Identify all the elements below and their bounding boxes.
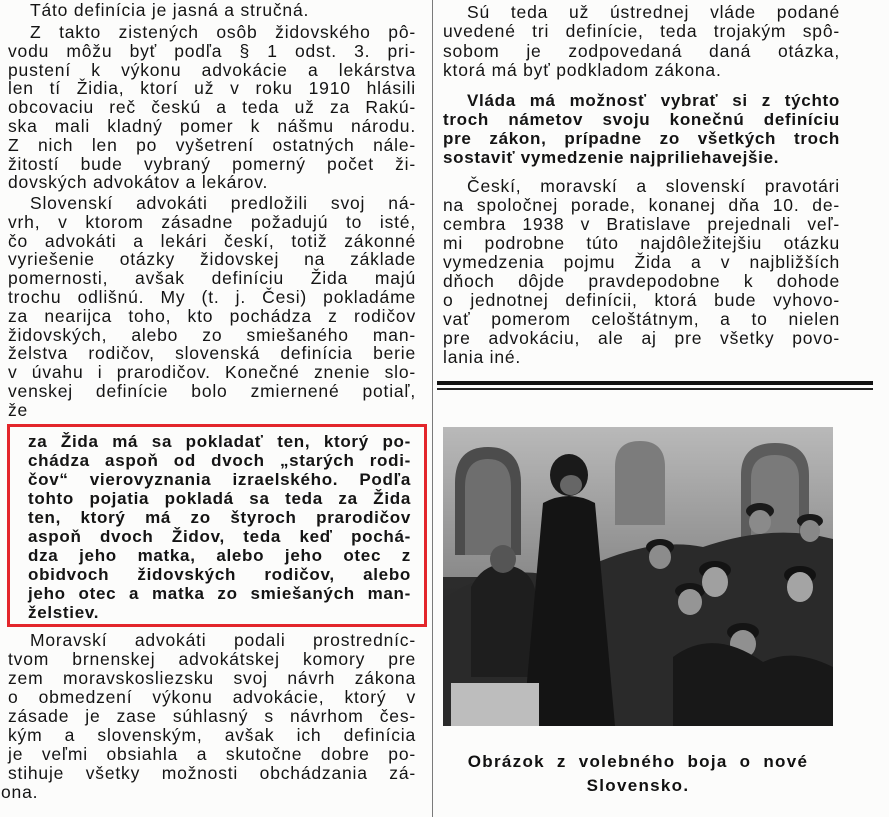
text-line: uvedené tri definície, teda trojakým spô- <box>443 21 840 42</box>
left-column <box>0 0 432 817</box>
paragraph <box>443 177 840 367</box>
text-line: pre zákon, prípadne zo všetkých troch <box>443 129 840 148</box>
text-line: o obmedzení výkonu advokácie, ktorý v <box>8 687 416 707</box>
caption-line: Slovensko. <box>586 776 690 795</box>
text-line: že <box>8 399 29 420</box>
text-line: dza jeho matka, alebo jeho otec z <box>28 546 411 565</box>
text-line: na spoločnej porade, konanej dňa 10. de- <box>443 195 840 215</box>
paragraph <box>8 23 416 192</box>
text-line: Z nich len po vyšetrení ostatných nále- <box>8 134 416 155</box>
text-line: aspoň dvoch Židov, teda keď pochá- <box>28 527 411 546</box>
text-line: Vláda má možnosť vybrať si z týchto <box>467 91 840 110</box>
text-line: Českí, moravskí a slovenskí pravotári <box>467 176 840 196</box>
photo-podium <box>451 683 539 726</box>
paragraph <box>8 194 416 420</box>
text-line: dovských advokátov a lekárov. <box>8 172 269 193</box>
text-line: ktorá má byť podkladom zákona. <box>443 60 722 81</box>
caption-line: Obrázok z volebného boja o nové <box>467 752 809 771</box>
text-line: obcovaciu reč českú a teda už za Rakú- <box>8 97 416 118</box>
text-line: Z takto zistených osôb židovského pô- <box>30 22 416 42</box>
text-line: pomernosti, avšak definíciu Žida majú <box>8 268 416 289</box>
bold-paragraph <box>443 91 840 167</box>
text-line: dňoch dôjde pravdepodobne k dohode <box>443 271 840 291</box>
text-line: Moravskí advokáti podali prostredníc- <box>30 630 416 650</box>
text-line: vrh, v ktorom zásadne požadujú to isté, <box>8 211 416 232</box>
text-line: čov“ vierovyznania izraelského. Podľa <box>28 470 411 489</box>
text-line: zem moravskosliezsku svoj návrh zákona <box>8 668 416 688</box>
text-line: Sú teda už ústrednej vláde podané <box>467 2 840 22</box>
text-line: v úvahu i prarodičov. Konečné znenie slo- <box>8 362 416 383</box>
text-line: len tí Židia, ktorí už v roku 1910 hlásili <box>8 78 416 99</box>
paragraph <box>443 3 840 81</box>
text-line: čo advokáti a lekári českí, totiž zákonné <box>8 230 416 251</box>
text-line: sostaviť vymedzenie najpriliehavejšie. <box>443 148 780 167</box>
right-column <box>433 0 889 817</box>
text-line: je veľmi obsiahla a skutočne dobre po- <box>8 744 416 764</box>
text-line: tvom brnenskej advokátskej komory pre <box>8 649 416 669</box>
text-line: pre advokáciu, ale aj pre všetky povo- <box>443 328 840 348</box>
text-line: židovských, alebo zo smiešaného man- <box>8 324 416 345</box>
text-line: troch námetov svoju konečnú definíciu <box>443 110 840 129</box>
text-line: ona. <box>1 782 39 802</box>
section-rule <box>437 381 873 390</box>
text-line: vodu môžu byť podľa § 1 odst. 3. pri- <box>8 40 416 61</box>
text-line: mi podrobne túto najdôležitejšiu otázku <box>443 233 840 253</box>
text-line: chádza aspoň od dvoch „starých rodi- <box>28 451 411 470</box>
text-line: lania iné. <box>443 347 522 367</box>
paragraph <box>1 630 416 802</box>
text-line: cembra 1938 v Bratislave prejednali veľ- <box>443 214 840 234</box>
text-line: ten, ktorý má zo štyroch prarodičov <box>28 508 411 527</box>
text-line: vať pomerom celoštátnym, a to nielen <box>443 309 840 329</box>
text-line: sobom je zodpovedaná daná otázka, <box>443 40 840 61</box>
text-line: želstva rodičov, slovenská definícia berie <box>8 343 416 364</box>
text-line: žitostí bude vybraný pomerný počet ži- <box>8 153 416 174</box>
text-line: vymedzenia pojmu Žida a v najbližších <box>443 252 840 272</box>
text-line: Táto definícia je jasná a stručná. <box>30 0 310 20</box>
text-line: stihuje všetky možnosti obchádzania zá- <box>8 763 416 783</box>
text-line: obidvoch židovských rodičov, alebo <box>28 565 411 584</box>
text-line: jeho otec a matka zo smiešaných man- <box>28 584 411 603</box>
text-line: trochu odlišnú. My (t. j. Česi) pokladáme <box>8 286 416 307</box>
text-line: želstiev. <box>28 603 100 622</box>
text-line: za nearijca toho, kto pochádza z rodičov <box>8 305 416 326</box>
photo <box>443 427 833 726</box>
text-line: venskej definície bolo zmiernené potiaľ, <box>8 380 416 401</box>
paragraph <box>8 1 416 20</box>
text-line: Slovenskí advokáti predložili svoj ná- <box>30 193 416 213</box>
text-line: pustení k výkonu advokácie a lekárstva <box>8 59 416 80</box>
highlight-box <box>7 424 427 627</box>
text-line: zásade je zase súhlasný s návrhom čes- <box>8 706 416 726</box>
text-line: kým a slovenským, avšak ich definícia <box>8 725 416 745</box>
text-line: tohto pojatia pokladá sa teda za Žida <box>28 489 411 508</box>
text-line: za Žida má sa pokladať ten, ktorý po- <box>28 432 411 451</box>
photo-caption <box>443 750 833 798</box>
text-line: o jednotnej definícii, ktorá bude vyhovo- <box>443 290 840 310</box>
text-line: vyriešenie otázky židovskej na základe <box>8 249 416 270</box>
text-line: ska mali kladný pomer k nášmu národu. <box>8 115 416 136</box>
